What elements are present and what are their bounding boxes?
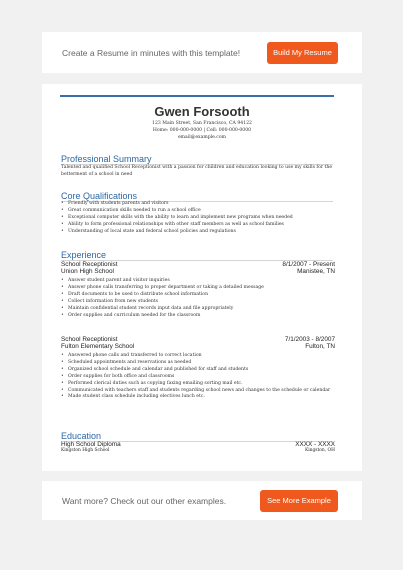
contact-email: email@example.com [177,135,227,140]
build-resume-button[interactable]: Build My Resume [267,42,338,64]
job-2-meta [285,336,335,350]
list-item: • Ability to form professional relationships with other staff members as well as school families [61,222,293,229]
summary-line: betterment of a school in need [61,172,133,177]
job-2-header [61,336,134,350]
job-org: Fulton Elementary School [61,343,135,350]
education-location: Kingston, OH [304,448,335,453]
list-item: • Answer phone calls transferring to proper department or taking a detailed message [61,285,264,292]
list-item: • Understanding of local state and federal school policies and regulations [61,229,293,236]
list-item: • Communicated with teachers staff and students regarding school news and changes to the schedule or calendar [61,388,330,395]
list-item: • Friendly with students parents and visitors [61,201,293,208]
list-item: • Order supplies for both office and classrooms [61,374,330,381]
list-item: • Answered phone calls and transferred to correct location [61,353,330,360]
job-org: Union High School [61,268,114,275]
candidate-name: Gwen Forsooth [154,104,250,119]
job-dates: 8/1/2007 - Present [282,261,335,268]
job-1-duties [61,278,264,319]
list-item: • Answer student parent and visitor inquiries [61,278,264,285]
education-degree: High School Diploma [61,441,121,448]
list-item: • Organized school schedule and calendar and published for staff and students [61,367,330,374]
job-title: School Receptionist [61,336,118,343]
job-1-header [61,261,117,275]
education-left [61,442,121,453]
list-item: • Order supplies and curriculum needed for the classroom [61,313,264,320]
education-school: Kingston High School [61,448,110,453]
qualifications-list [61,201,293,236]
education-heading: Education [61,431,102,441]
list-item: • Scheduled appointments and reservations as needed [61,360,330,367]
list-item: • Great communication skills needed to run a school office [61,208,293,215]
list-item: • Draft documents to be used to distribute school information [61,292,264,299]
resume-page [42,84,362,471]
job-1-meta [282,261,335,275]
list-item: • Performed clerical duties such as copying faxing emailing sorting mail etc. [61,381,330,388]
job-2-duties [61,353,330,401]
bottom-banner-text: Want more? Check out our other examples. [62,495,227,506]
summary-heading: Professional Summary [61,154,152,164]
contact-address: 123 Main Street, San Francisco, CA 94122 [152,121,252,126]
job-location: Fulton, TN [305,343,335,350]
list-item: • Maintain confidential student records input data and file appropriately [61,306,264,313]
list-item: • Exceptional computer skills with the ability to learn and implement new programs when needed [61,215,293,222]
see-more-button[interactable]: See More Example [260,490,338,512]
header-rule [60,95,334,97]
experience-heading: Experience [61,250,107,260]
qualifications-heading: Core Qualifications [61,191,138,201]
summary-line: Talented and qualified School Receptionist with a passion for children and education looking to use my skills for the [61,165,333,170]
contact-phones: Home: 000-000-0000 | Cell: 000-000-0000 [152,128,252,133]
summary-text [61,164,361,178]
job-title: School Receptionist [61,261,118,268]
bottom-banner [42,481,362,520]
list-item: • Made student class schedule including electives lunch etc. [61,394,330,401]
top-banner [42,32,362,73]
list-item: • Collect information from new students [61,299,264,306]
job-dates: 7/1/2003 - 8/2007 [284,336,335,343]
job-location: Manistee, TN [297,268,335,275]
top-banner-text: Create a Resume in minutes with this template! [62,47,241,58]
education-date: XXXX - XXXX [295,441,335,448]
education-right [295,442,335,453]
